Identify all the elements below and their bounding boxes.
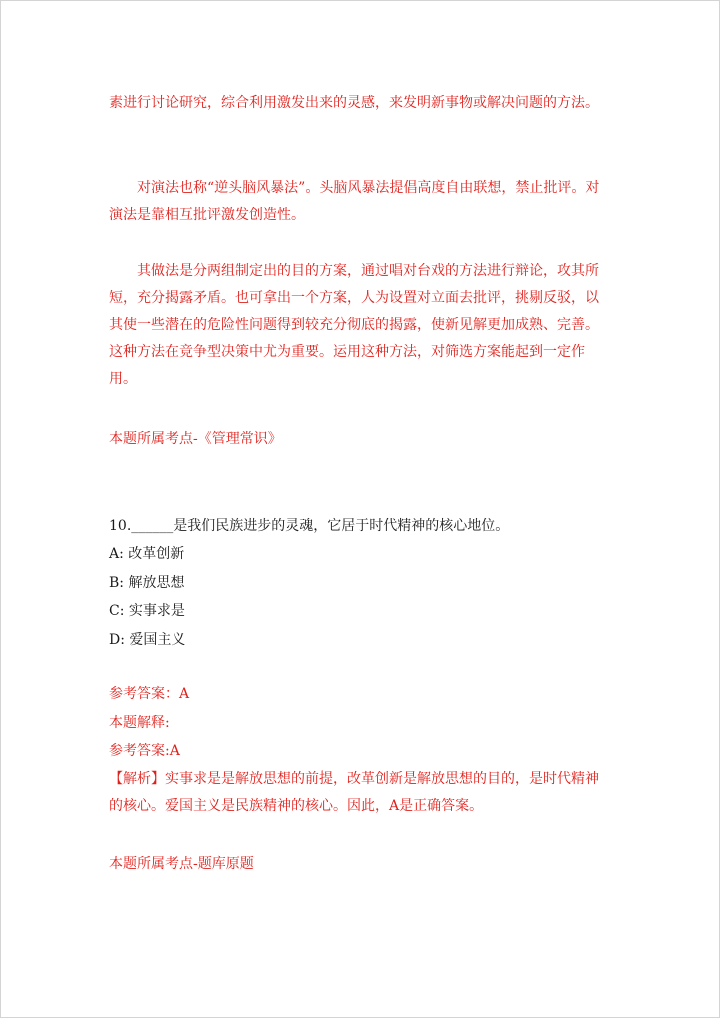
option-text: 爱国主义 [129, 632, 186, 648]
option-a [109, 544, 184, 564]
option-c [109, 601, 185, 621]
option-text: 实事求是 [128, 603, 185, 619]
paragraph-3: 其做法是分两组制定出的目的方案，通过唱对台戏的方法进行辩论，攻其所短，充分揭露矛盾。也可拿出一个方案，人为设置对立面去批评，挑剔反驳，以其使一些潜在的危险性问题得到较充分彻底的揭露，使新见解更加成熟、完善。这种方法在竞争型决策中尤为重要。运用这种方法，对筛选方案能起到一定作用。 [109, 263, 599, 387]
question-text: 10.______是我们民族进步的灵魂，它居于时代精神的核心地位。 [109, 518, 510, 534]
paragraph-1: 素进行讨论研究，综合利用激发出来的灵感，来发明新事物或解决问题的方法。 [109, 95, 599, 111]
option-letter: B: [109, 575, 125, 591]
option-d [109, 630, 185, 650]
option-letter: A: [109, 546, 124, 562]
option-letter: D: [109, 632, 125, 648]
option-b [109, 573, 184, 593]
paragraph-2: 对演法也称“逆头脑风暴法”。头脑风暴法提倡高度自由联想，禁止批评。对演法是靠相互批评激发创造性。 [109, 180, 600, 223]
answer-line: 参考答案：A [109, 686, 190, 702]
category-label-2: 本题所属考点-题库原题 [109, 856, 254, 872]
category-label-1: 本题所属考点-《管理常识》 [109, 431, 282, 447]
explanation-heading: 本题解释: [109, 715, 170, 731]
option-text: 改革创新 [128, 546, 185, 562]
option-text: 解放思想 [128, 575, 185, 591]
analysis-paragraph: 【解析】实事求是是解放思想的前提，改革创新是解放思想的目的，是时代精神的核心。爱国主义是民族精神的核心。因此，A是正确答案。 [109, 771, 599, 814]
option-letter: C: [109, 603, 125, 619]
answer-line-2: 参考答案:A [109, 743, 180, 759]
